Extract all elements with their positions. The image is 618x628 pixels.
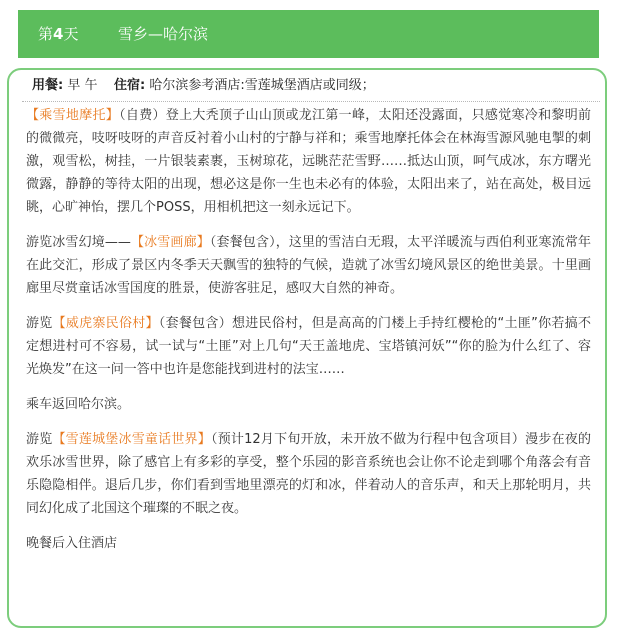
highlight-castle: 【雪莲城堡冰雪童话世界】 — [52, 432, 211, 447]
paragraph-snowmobile: 【乘雪地摩托】（自费）登上大秃顶子山山顶或龙江第一峰，太阳还没露面，只感觉寒冷和黎明前的微微亮，吱呀吱呀的声音反衬着小山村的宁静与祥和；乘雪地摩托体会在林海雪源风驰电掣的刺激，观雪松，树挂，一片银装素裹，玉树琼花，远眺茫茫雪野……抵达山顶，呵气成冰，东方曙光微露，静静的等待太阳的出现，想必这是你一生也未必有的体验，太阳出来了，站在高处，极目远眺，心旷神怡，摆几个POSS，用相机把这一刻永远记下。 — [26, 108, 591, 215]
paragraph-folk-village: 游览【威虎寨民俗村】（套餐包含）想进民俗村，但是高高的门楼上手持红樱枪的“土匪”你若搞不定想进村可不容易，试一试与“土匪”对上几句“天王盖地虎、宝塔镇河妖”“你的脸为什么红了、容光焕发”在这一问一答中也许是您能找到进村的法宝…… — [26, 316, 591, 377]
itinerary-text — [26, 104, 591, 567]
meal-value: 早 午 — [67, 78, 98, 93]
meal-label: 用餐: — [32, 78, 64, 93]
paragraph-hotel: 晚餐后入住酒店 — [26, 536, 118, 551]
dotted-divider — [22, 101, 600, 102]
paragraph-return: 乘车返回哈尔滨。 — [26, 397, 131, 412]
hotel-value: 哈尔滨参考酒店:雪莲城堡酒店或同级； — [149, 78, 375, 93]
highlight-ice-gallery: 【冰雪画廊】 — [130, 235, 210, 250]
paragraph-castle: 游览【雪莲城堡冰雪童话世界】（预计12月下旬开放，未开放不做为行程中包含项目）漫步在夜的欢乐冰雪世界，除了感官上有多彩的享受，整个乐园的影音系统也会让你不论走到哪个角落会有音乐隐隐相伴。退后几步，你们看到雪地里漂亮的灯和冰，伴着动人的音乐声，和天上那轮明月，共同幻化成了北国这个璀璨的不眠之夜。 — [26, 432, 591, 516]
day-header — [18, 10, 599, 58]
paragraph-ice-gallery: 游览冰雪幻境——【冰雪画廊】（套餐包含），这里的雪洁白无瑕，太平洋暖流与西伯利亚寒流常年在此交汇，形成了景区内冬季天天飘雪的独特的气候，造就了冰雪幻境风景区的绝世美景。十里画廊里尽赏童话冰雪国度的胜景，使游客驻足，感叹大自然的神奇。 — [26, 235, 591, 296]
highlight-snowmobile: 【乘雪地摩托】 — [26, 108, 120, 123]
highlight-folk-village: 【威虎寨民俗村】 — [52, 316, 159, 331]
hotel-label: 住宿: — [114, 78, 146, 93]
meals-lodging-row — [32, 75, 375, 97]
day-route: 雪乡—哈尔滨 — [118, 25, 209, 43]
day-number: 4 — [53, 25, 64, 43]
day-label: 第4天 — [38, 25, 79, 43]
